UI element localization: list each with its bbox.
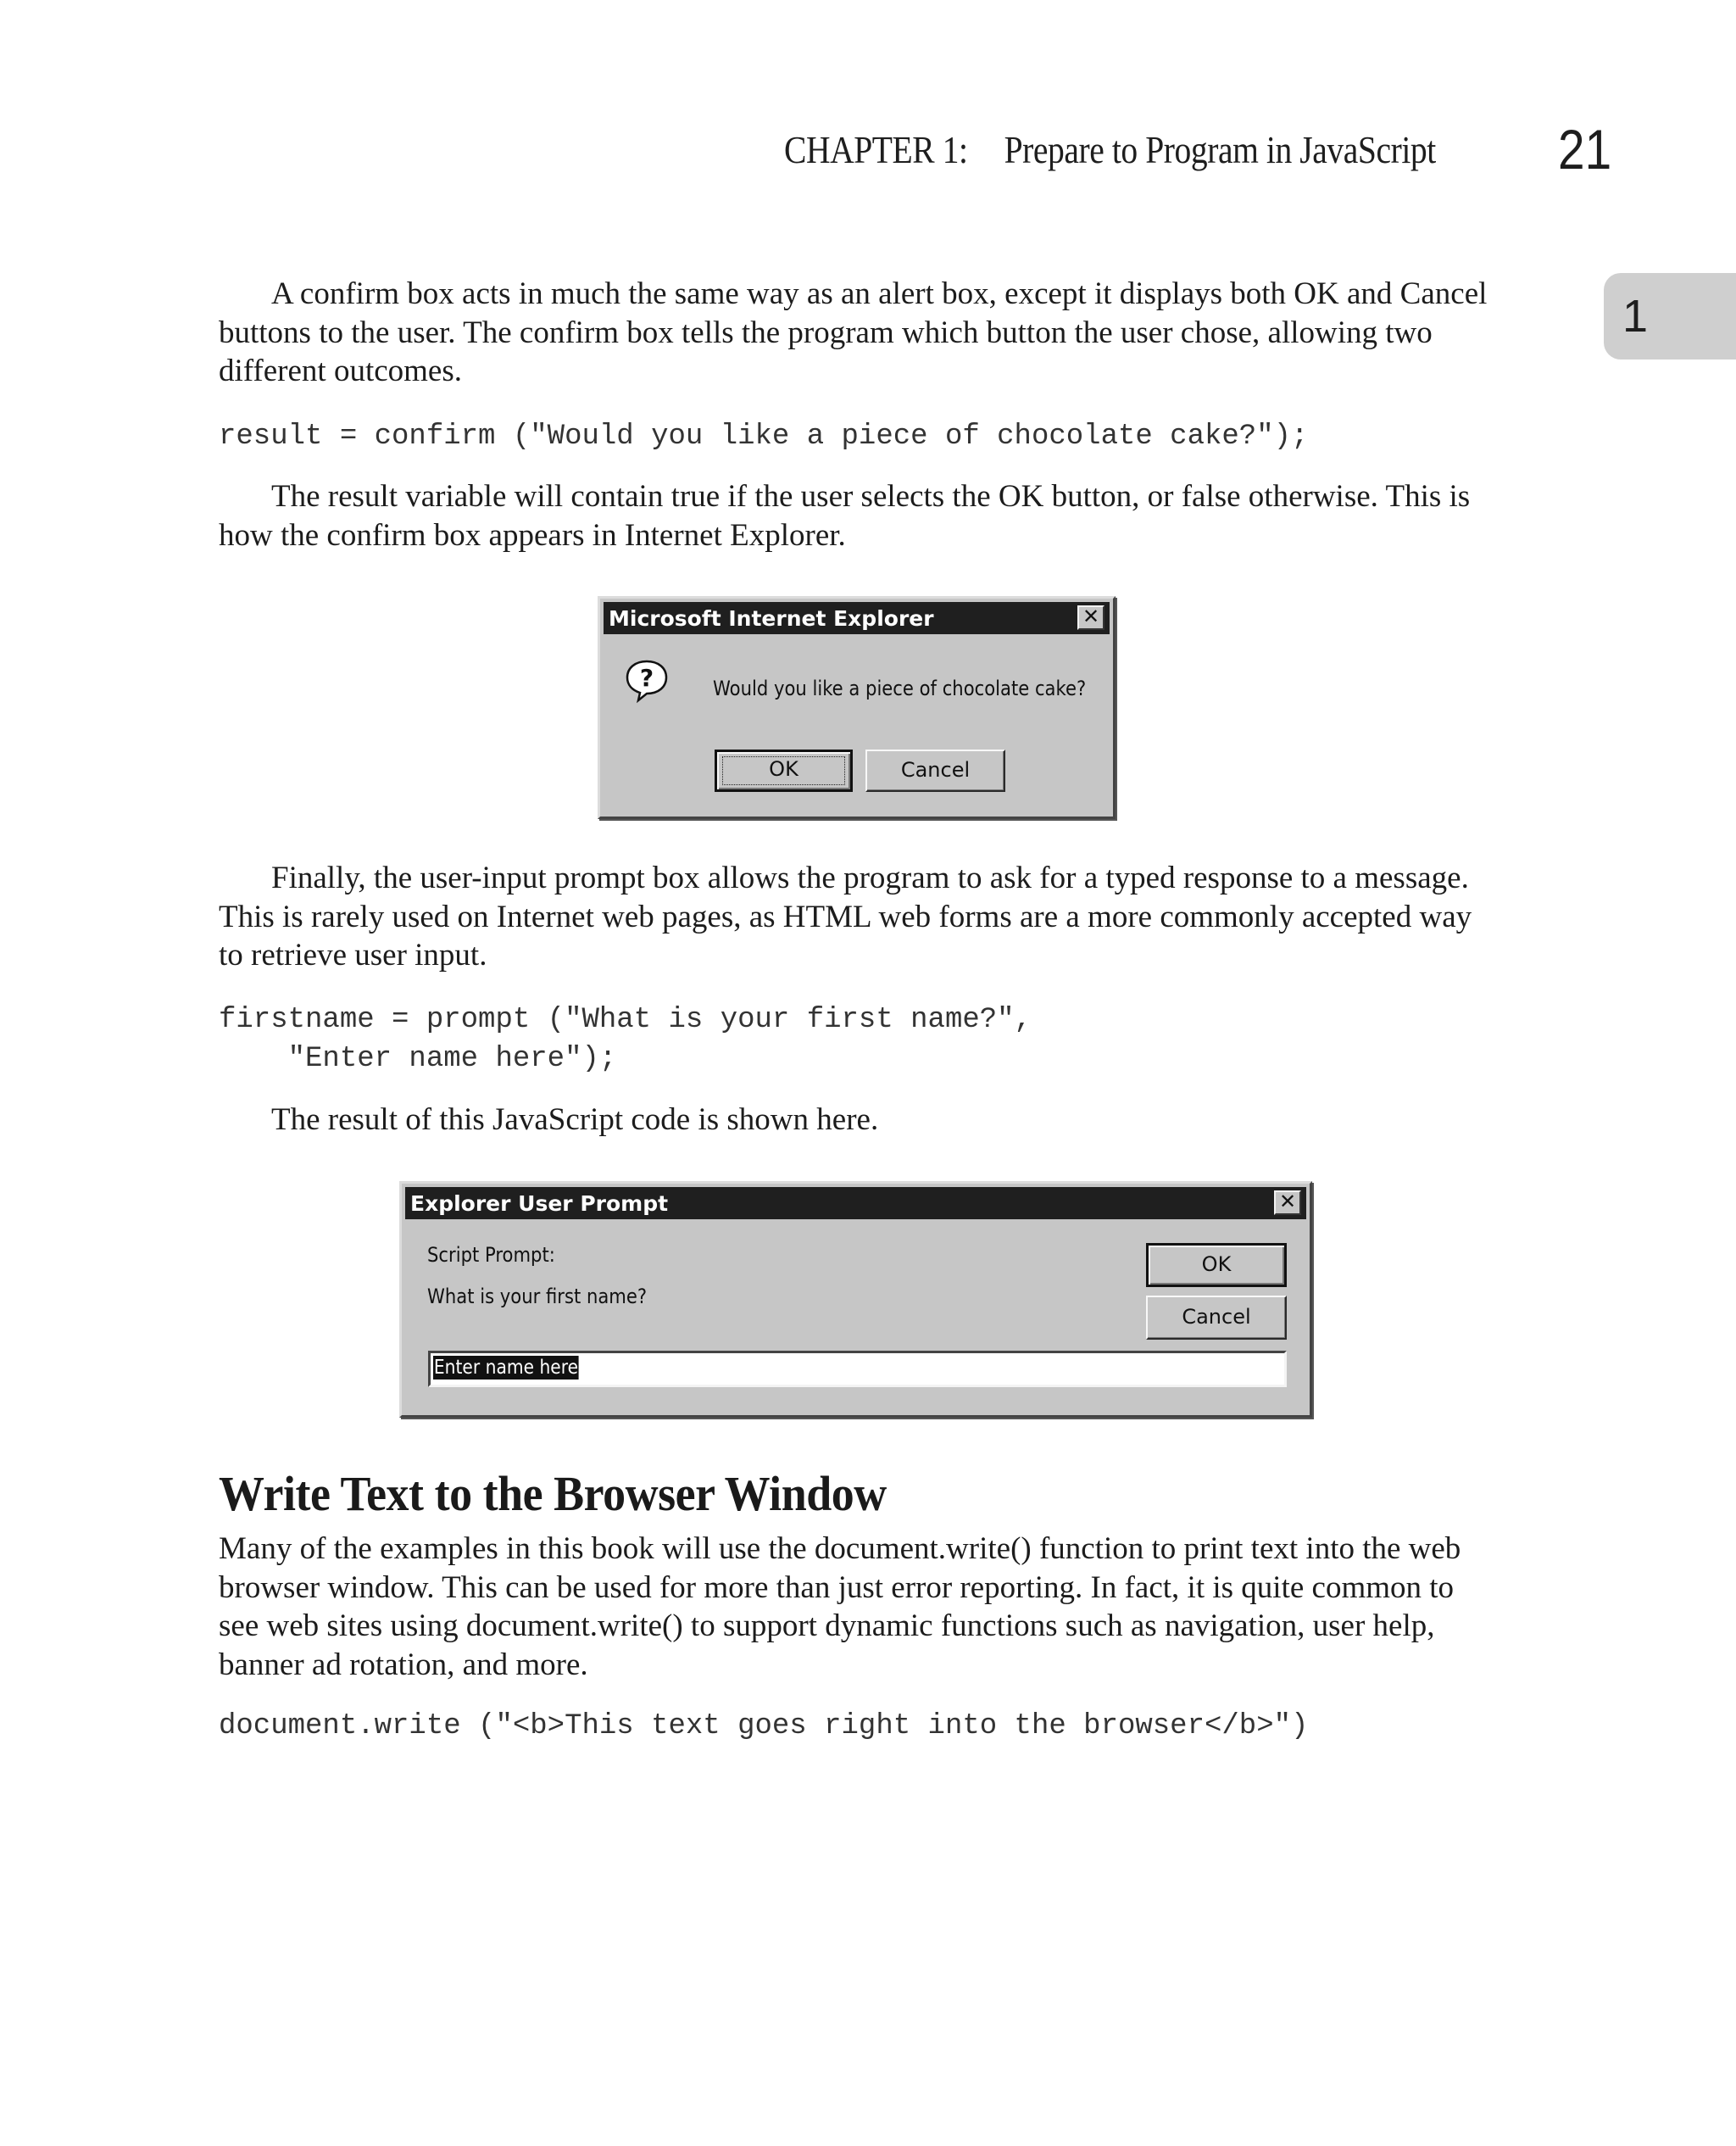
prompt-code-line-1: firstname = prompt ("What is your first name?", [219,1004,1032,1036]
write-intro-paragraph: Many of the examples in this book will use the document.write() function to print text into the web browser window. This can be used for more than just error reporting. In fact, it is quite common to see web sites using document.write() to support dynamic functions such as navigation, user help, banner ad rotation, and more. [219,1531,1461,1682]
confirm-titlebar [604,602,1110,634]
confirm-code: result = confirm ("Would you like a piece of chocolate cake?"); [219,421,1309,453]
section-heading: Write Text to the Browser Window [219,1466,887,1521]
cancel-button[interactable] [1146,1296,1287,1340]
confirm-dialog-title: Microsoft Internet Explorer [609,606,934,631]
page-number: 21 [1558,118,1612,181]
question-icon [624,658,670,704]
svg-text:?: ? [639,664,654,692]
cancel-button-label: Cancel [1182,1305,1251,1329]
confirm-intro-paragraph: A confirm box acts in much the same way as an alert box, except it displays both OK and Cancel buttons to the user. The confirm box tells the program which button the user chose, allowing two different outcomes. [219,276,1488,388]
close-icon[interactable]: ✕ [1274,1190,1301,1215]
chapter-thumb-tab [1604,273,1736,360]
write-code: document.write ("<b>This text goes right into the browser</b>") [219,1710,1309,1742]
prompt-intro-paragraph: Finally, the user-input prompt box allows the program to ask for a typed response to a message. This is rarely used on Internet web pages, as HTML web forms are a more commonly accepted way to retrieve user input. [219,861,1472,973]
chapter-label: CHAPTER 1: [784,128,968,171]
running-header [784,127,1436,172]
confirm-result-paragraph: The result variable will contain true if the user selects the OK button, or false otherwise. This is how the confirm box appears in Internet Explorer. [219,479,1471,553]
prompt-question: What is your first name? [427,1285,648,1308]
prompt-result-paragraph: The result of this JavaScript code is shown here. [271,1102,879,1137]
ok-button[interactable] [1146,1243,1287,1287]
prompt-titlebar [405,1187,1306,1219]
prompt-code-line-2: "Enter name here"); [219,1043,617,1075]
confirm-dialog [598,596,1116,819]
close-icon[interactable]: ✕ [1077,605,1104,630]
input-selected-text: Enter name here [433,1357,579,1379]
cancel-button-label: Cancel [900,758,971,782]
chapter-tab-number: 1 [1622,291,1649,342]
ok-button[interactable] [715,750,853,792]
chapter-title: Prepare to Program in JavaScript [1004,128,1436,171]
cancel-button[interactable] [865,750,1005,792]
script-prompt-label: Script Prompt: [427,1243,555,1267]
focus-rect [722,756,845,785]
name-input[interactable] [428,1351,1287,1387]
confirm-message: Would you like a piece of chocolate cake? [713,677,1087,700]
ok-button-label: OK [769,757,798,781]
prompt-dialog-title: Explorer User Prompt [410,1191,669,1216]
prompt-dialog [399,1181,1312,1418]
ok-button-label: OK [1201,1252,1232,1276]
